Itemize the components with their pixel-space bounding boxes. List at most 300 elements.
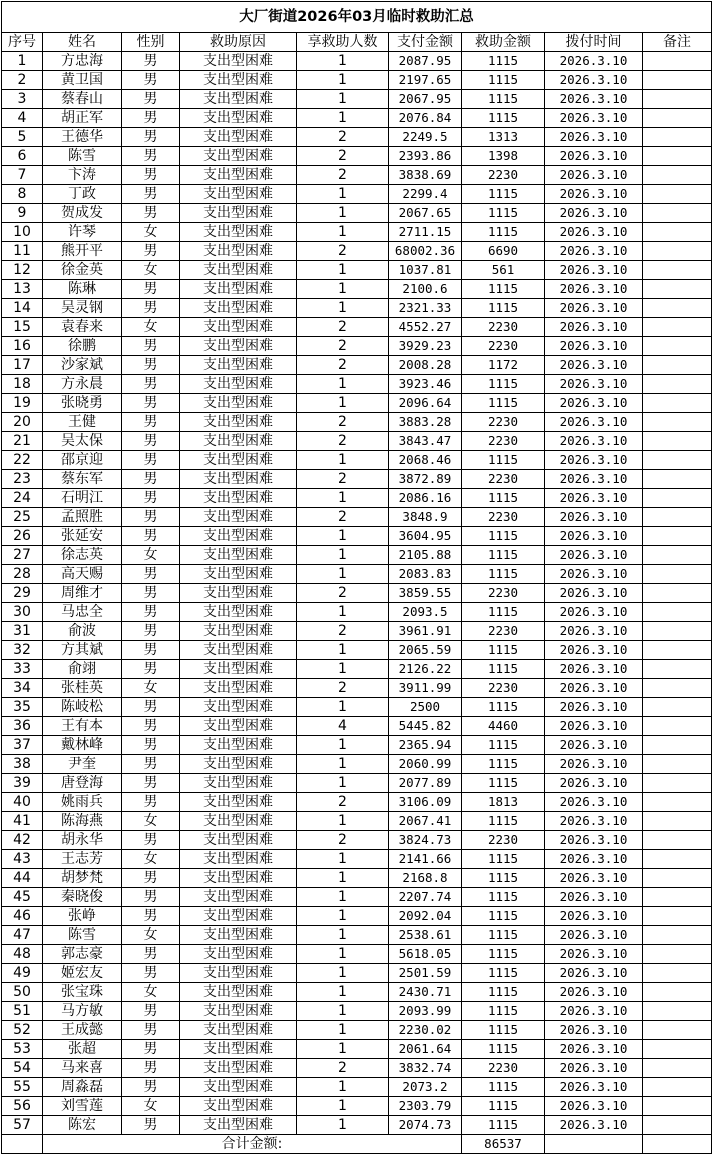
cell-date: 2026.3.10 bbox=[545, 717, 643, 736]
cell-paid-amount: 2711.15 bbox=[389, 223, 462, 242]
cell-reason: 支出型困难 bbox=[180, 318, 297, 337]
cell-persons: 1 bbox=[297, 546, 389, 565]
table-row bbox=[2, 641, 712, 660]
cell-reason: 支出型困难 bbox=[180, 280, 297, 299]
cell-paid-amount: 3872.89 bbox=[389, 470, 462, 489]
cell-relief-amount: 1115 bbox=[462, 451, 545, 470]
cell-remark bbox=[643, 204, 712, 223]
cell-index: 20 bbox=[2, 413, 43, 432]
cell-persons: 1 bbox=[297, 660, 389, 679]
cell-relief-amount: 561 bbox=[462, 261, 545, 280]
cell-persons: 1 bbox=[297, 280, 389, 299]
cell-gender: 男 bbox=[122, 299, 180, 318]
cell-date: 2026.3.10 bbox=[545, 1078, 643, 1097]
cell-paid-amount: 3929.23 bbox=[389, 337, 462, 356]
cell-remark bbox=[643, 755, 712, 774]
cell-index: 9 bbox=[2, 204, 43, 223]
cell-persons: 2 bbox=[297, 679, 389, 698]
cell-paid-amount: 3843.47 bbox=[389, 432, 462, 451]
cell-paid-amount: 5445.82 bbox=[389, 717, 462, 736]
table-row bbox=[2, 983, 712, 1002]
header-name: 姓名 bbox=[43, 33, 122, 52]
cell-reason: 支出型困难 bbox=[180, 356, 297, 375]
cell-name: 郭志豪 bbox=[43, 945, 122, 964]
cell-relief-amount: 1115 bbox=[462, 660, 545, 679]
cell-index: 30 bbox=[2, 603, 43, 622]
cell-relief-amount: 1115 bbox=[462, 774, 545, 793]
cell-persons: 1 bbox=[297, 52, 389, 71]
cell-index: 25 bbox=[2, 508, 43, 527]
cell-remark bbox=[643, 1078, 712, 1097]
cell-name: 石明江 bbox=[43, 489, 122, 508]
cell-persons: 2 bbox=[297, 318, 389, 337]
cell-date: 2026.3.10 bbox=[545, 280, 643, 299]
cell-name: 王有本 bbox=[43, 717, 122, 736]
cell-name: 张桂英 bbox=[43, 679, 122, 698]
cell-reason: 支出型困难 bbox=[180, 413, 297, 432]
cell-paid-amount: 1037.81 bbox=[389, 261, 462, 280]
table-row bbox=[2, 698, 712, 717]
cell-reason: 支出型困难 bbox=[180, 223, 297, 242]
table-row bbox=[2, 223, 712, 242]
cell-relief-amount: 1115 bbox=[462, 109, 545, 128]
cell-name: 袁春来 bbox=[43, 318, 122, 337]
cell-relief-amount: 2230 bbox=[462, 432, 545, 451]
cell-date: 2026.3.10 bbox=[545, 869, 643, 888]
cell-index: 3 bbox=[2, 90, 43, 109]
cell-relief-amount: 4460 bbox=[462, 717, 545, 736]
cell-gender: 男 bbox=[122, 52, 180, 71]
total-spacer-remark bbox=[643, 1135, 712, 1154]
cell-paid-amount: 3824.73 bbox=[389, 831, 462, 850]
cell-remark bbox=[643, 1116, 712, 1135]
cell-relief-amount: 2230 bbox=[462, 337, 545, 356]
cell-remark bbox=[643, 774, 712, 793]
cell-index: 11 bbox=[2, 242, 43, 261]
cell-paid-amount: 2249.5 bbox=[389, 128, 462, 147]
cell-relief-amount: 1115 bbox=[462, 185, 545, 204]
cell-gender: 男 bbox=[122, 641, 180, 660]
cell-name: 张延安 bbox=[43, 527, 122, 546]
cell-name: 徐金英 bbox=[43, 261, 122, 280]
cell-date: 2026.3.10 bbox=[545, 299, 643, 318]
cell-paid-amount: 2061.64 bbox=[389, 1040, 462, 1059]
cell-index: 26 bbox=[2, 527, 43, 546]
cell-reason: 支出型困难 bbox=[180, 1116, 297, 1135]
cell-relief-amount: 1115 bbox=[462, 280, 545, 299]
cell-name: 俞波 bbox=[43, 622, 122, 641]
cell-remark bbox=[643, 565, 712, 584]
cell-paid-amount: 2538.61 bbox=[389, 926, 462, 945]
cell-reason: 支出型困难 bbox=[180, 546, 297, 565]
table-row bbox=[2, 1078, 712, 1097]
cell-persons: 1 bbox=[297, 698, 389, 717]
cell-paid-amount: 5618.05 bbox=[389, 945, 462, 964]
cell-date: 2026.3.10 bbox=[545, 850, 643, 869]
cell-persons: 1 bbox=[297, 926, 389, 945]
cell-relief-amount: 2230 bbox=[462, 166, 545, 185]
cell-paid-amount: 2067.65 bbox=[389, 204, 462, 223]
cell-gender: 男 bbox=[122, 565, 180, 584]
table-row bbox=[2, 812, 712, 831]
cell-date: 2026.3.10 bbox=[545, 223, 643, 242]
cell-remark bbox=[643, 470, 712, 489]
cell-name: 胡永华 bbox=[43, 831, 122, 850]
cell-index: 15 bbox=[2, 318, 43, 337]
table-row bbox=[2, 242, 712, 261]
cell-relief-amount: 1115 bbox=[462, 926, 545, 945]
cell-persons: 2 bbox=[297, 147, 389, 166]
cell-index: 21 bbox=[2, 432, 43, 451]
cell-name: 胡梦梵 bbox=[43, 869, 122, 888]
cell-gender: 女 bbox=[122, 1097, 180, 1116]
header-row bbox=[2, 33, 712, 52]
cell-index: 54 bbox=[2, 1059, 43, 1078]
cell-reason: 支出型困难 bbox=[180, 793, 297, 812]
cell-paid-amount: 2430.71 bbox=[389, 983, 462, 1002]
cell-relief-amount: 2230 bbox=[462, 508, 545, 527]
cell-remark bbox=[643, 90, 712, 109]
cell-relief-amount: 2230 bbox=[462, 470, 545, 489]
cell-reason: 支出型困难 bbox=[180, 1097, 297, 1116]
table-row bbox=[2, 964, 712, 983]
table-row bbox=[2, 888, 712, 907]
cell-date: 2026.3.10 bbox=[545, 679, 643, 698]
cell-paid-amount: 3911.99 bbox=[389, 679, 462, 698]
cell-name: 周维才 bbox=[43, 584, 122, 603]
cell-persons: 2 bbox=[297, 242, 389, 261]
cell-gender: 男 bbox=[122, 147, 180, 166]
cell-remark bbox=[643, 907, 712, 926]
cell-reason: 支出型困难 bbox=[180, 584, 297, 603]
table-row bbox=[2, 128, 712, 147]
cell-remark bbox=[643, 831, 712, 850]
cell-date: 2026.3.10 bbox=[545, 52, 643, 71]
cell-name: 王志芳 bbox=[43, 850, 122, 869]
cell-relief-amount: 1115 bbox=[462, 812, 545, 831]
cell-persons: 2 bbox=[297, 166, 389, 185]
cell-date: 2026.3.10 bbox=[545, 356, 643, 375]
cell-relief-amount: 1115 bbox=[462, 546, 545, 565]
cell-remark bbox=[643, 850, 712, 869]
cell-reason: 支出型困难 bbox=[180, 850, 297, 869]
cell-paid-amount: 3106.09 bbox=[389, 793, 462, 812]
cell-remark bbox=[643, 147, 712, 166]
cell-gender: 女 bbox=[122, 546, 180, 565]
cell-date: 2026.3.10 bbox=[545, 90, 643, 109]
cell-index: 34 bbox=[2, 679, 43, 698]
cell-index: 12 bbox=[2, 261, 43, 280]
cell-name: 俞翊 bbox=[43, 660, 122, 679]
cell-reason: 支出型困难 bbox=[180, 1078, 297, 1097]
table-row bbox=[2, 1097, 712, 1116]
cell-remark bbox=[643, 888, 712, 907]
cell-reason: 支出型困难 bbox=[180, 337, 297, 356]
cell-name: 方永晨 bbox=[43, 375, 122, 394]
cell-date: 2026.3.10 bbox=[545, 660, 643, 679]
cell-date: 2026.3.10 bbox=[545, 489, 643, 508]
cell-persons: 2 bbox=[297, 337, 389, 356]
cell-date: 2026.3.10 bbox=[545, 128, 643, 147]
table-row bbox=[2, 204, 712, 223]
cell-gender: 男 bbox=[122, 204, 180, 223]
cell-remark bbox=[643, 679, 712, 698]
table-row bbox=[2, 565, 712, 584]
cell-persons: 1 bbox=[297, 185, 389, 204]
cell-index: 56 bbox=[2, 1097, 43, 1116]
cell-persons: 2 bbox=[297, 1059, 389, 1078]
cell-date: 2026.3.10 bbox=[545, 926, 643, 945]
cell-persons: 1 bbox=[297, 641, 389, 660]
cell-name: 马来喜 bbox=[43, 1059, 122, 1078]
cell-persons: 1 bbox=[297, 1021, 389, 1040]
cell-persons: 1 bbox=[297, 375, 389, 394]
cell-persons: 1 bbox=[297, 394, 389, 413]
cell-date: 2026.3.10 bbox=[545, 375, 643, 394]
cell-relief-amount: 1313 bbox=[462, 128, 545, 147]
cell-gender: 女 bbox=[122, 679, 180, 698]
cell-name: 熊开平 bbox=[43, 242, 122, 261]
cell-gender: 男 bbox=[122, 717, 180, 736]
cell-reason: 支出型困难 bbox=[180, 736, 297, 755]
cell-paid-amount: 2008.28 bbox=[389, 356, 462, 375]
cell-index: 14 bbox=[2, 299, 43, 318]
header-relief-amount: 救助金额 bbox=[462, 33, 545, 52]
cell-index: 24 bbox=[2, 489, 43, 508]
cell-persons: 2 bbox=[297, 831, 389, 850]
cell-gender: 男 bbox=[122, 1002, 180, 1021]
cell-remark bbox=[643, 185, 712, 204]
cell-relief-amount: 1115 bbox=[462, 90, 545, 109]
table-row bbox=[2, 90, 712, 109]
cell-date: 2026.3.10 bbox=[545, 641, 643, 660]
cell-name: 吴太保 bbox=[43, 432, 122, 451]
cell-persons: 1 bbox=[297, 850, 389, 869]
cell-name: 陈宏 bbox=[43, 1116, 122, 1135]
table-row bbox=[2, 679, 712, 698]
cell-name: 张晓勇 bbox=[43, 394, 122, 413]
cell-date: 2026.3.10 bbox=[545, 1116, 643, 1135]
cell-reason: 支出型困难 bbox=[180, 1021, 297, 1040]
cell-gender: 男 bbox=[122, 337, 180, 356]
cell-paid-amount: 2065.59 bbox=[389, 641, 462, 660]
cell-date: 2026.3.10 bbox=[545, 546, 643, 565]
header-paid-amount: 支付金额 bbox=[389, 33, 462, 52]
cell-paid-amount: 2093.99 bbox=[389, 1002, 462, 1021]
cell-relief-amount: 1115 bbox=[462, 641, 545, 660]
cell-date: 2026.3.10 bbox=[545, 622, 643, 641]
cell-gender: 男 bbox=[122, 869, 180, 888]
cell-index: 28 bbox=[2, 565, 43, 584]
cell-date: 2026.3.10 bbox=[545, 1040, 643, 1059]
cell-relief-amount: 1115 bbox=[462, 1097, 545, 1116]
cell-date: 2026.3.10 bbox=[545, 565, 643, 584]
cell-gender: 男 bbox=[122, 166, 180, 185]
cell-name: 丁政 bbox=[43, 185, 122, 204]
table-row bbox=[2, 546, 712, 565]
cell-name: 贺成发 bbox=[43, 204, 122, 223]
cell-paid-amount: 2060.99 bbox=[389, 755, 462, 774]
cell-gender: 男 bbox=[122, 1059, 180, 1078]
cell-remark bbox=[643, 394, 712, 413]
cell-persons: 1 bbox=[297, 983, 389, 1002]
cell-relief-amount: 1115 bbox=[462, 964, 545, 983]
cell-remark bbox=[643, 584, 712, 603]
table-row bbox=[2, 280, 712, 299]
cell-paid-amount: 2230.02 bbox=[389, 1021, 462, 1040]
cell-remark bbox=[643, 983, 712, 1002]
table-row bbox=[2, 261, 712, 280]
cell-persons: 1 bbox=[297, 204, 389, 223]
cell-paid-amount: 2100.6 bbox=[389, 280, 462, 299]
cell-relief-amount: 1115 bbox=[462, 1021, 545, 1040]
table-row bbox=[2, 52, 712, 71]
cell-relief-amount: 1115 bbox=[462, 850, 545, 869]
cell-paid-amount: 2093.5 bbox=[389, 603, 462, 622]
cell-relief-amount: 1115 bbox=[462, 698, 545, 717]
cell-persons: 1 bbox=[297, 71, 389, 90]
table-body bbox=[2, 52, 712, 1135]
cell-remark bbox=[643, 242, 712, 261]
cell-paid-amount: 2074.73 bbox=[389, 1116, 462, 1135]
table-row bbox=[2, 736, 712, 755]
table-row bbox=[2, 147, 712, 166]
cell-date: 2026.3.10 bbox=[545, 831, 643, 850]
table-row bbox=[2, 1040, 712, 1059]
cell-date: 2026.3.10 bbox=[545, 1059, 643, 1078]
cell-date: 2026.3.10 bbox=[545, 983, 643, 1002]
table-row bbox=[2, 831, 712, 850]
cell-relief-amount: 2230 bbox=[462, 413, 545, 432]
cell-paid-amount: 2197.65 bbox=[389, 71, 462, 90]
cell-index: 46 bbox=[2, 907, 43, 926]
cell-remark bbox=[643, 869, 712, 888]
cell-date: 2026.3.10 bbox=[545, 755, 643, 774]
cell-index: 18 bbox=[2, 375, 43, 394]
cell-relief-amount: 1115 bbox=[462, 489, 545, 508]
cell-name: 沙家斌 bbox=[43, 356, 122, 375]
cell-reason: 支出型困难 bbox=[180, 1040, 297, 1059]
table-row bbox=[2, 299, 712, 318]
cell-relief-amount: 1115 bbox=[462, 888, 545, 907]
cell-reason: 支出型困难 bbox=[180, 774, 297, 793]
cell-gender: 男 bbox=[122, 413, 180, 432]
cell-gender: 男 bbox=[122, 451, 180, 470]
cell-index: 17 bbox=[2, 356, 43, 375]
cell-persons: 2 bbox=[297, 356, 389, 375]
cell-persons: 2 bbox=[297, 793, 389, 812]
cell-remark bbox=[643, 945, 712, 964]
cell-reason: 支出型困难 bbox=[180, 888, 297, 907]
cell-relief-amount: 1115 bbox=[462, 299, 545, 318]
cell-remark bbox=[643, 375, 712, 394]
table-row bbox=[2, 413, 712, 432]
cell-gender: 男 bbox=[122, 489, 180, 508]
cell-remark bbox=[643, 793, 712, 812]
cell-date: 2026.3.10 bbox=[545, 584, 643, 603]
cell-remark bbox=[643, 698, 712, 717]
cell-name: 周淼磊 bbox=[43, 1078, 122, 1097]
table-row bbox=[2, 185, 712, 204]
cell-reason: 支出型困难 bbox=[180, 622, 297, 641]
total-value: 86537 bbox=[462, 1135, 545, 1154]
cell-date: 2026.3.10 bbox=[545, 907, 643, 926]
cell-reason: 支出型困难 bbox=[180, 964, 297, 983]
cell-persons: 2 bbox=[297, 584, 389, 603]
cell-remark bbox=[643, 451, 712, 470]
cell-name: 陈雪 bbox=[43, 926, 122, 945]
cell-date: 2026.3.10 bbox=[545, 1021, 643, 1040]
cell-gender: 男 bbox=[122, 1078, 180, 1097]
cell-reason: 支出型困难 bbox=[180, 147, 297, 166]
cell-paid-amount: 2141.66 bbox=[389, 850, 462, 869]
cell-name: 刘雪莲 bbox=[43, 1097, 122, 1116]
cell-persons: 1 bbox=[297, 1040, 389, 1059]
cell-remark bbox=[643, 261, 712, 280]
cell-name: 蔡东军 bbox=[43, 470, 122, 489]
cell-index: 4 bbox=[2, 109, 43, 128]
cell-gender: 男 bbox=[122, 774, 180, 793]
cell-remark bbox=[643, 641, 712, 660]
cell-date: 2026.3.10 bbox=[545, 318, 643, 337]
table-row bbox=[2, 603, 712, 622]
cell-index: 35 bbox=[2, 698, 43, 717]
cell-remark bbox=[643, 508, 712, 527]
cell-persons: 1 bbox=[297, 888, 389, 907]
cell-gender: 男 bbox=[122, 242, 180, 261]
cell-date: 2026.3.10 bbox=[545, 109, 643, 128]
cell-name: 高天赐 bbox=[43, 565, 122, 584]
cell-index: 19 bbox=[2, 394, 43, 413]
cell-reason: 支出型困难 bbox=[180, 71, 297, 90]
cell-date: 2026.3.10 bbox=[545, 603, 643, 622]
cell-paid-amount: 2083.83 bbox=[389, 565, 462, 584]
cell-name: 孟照胜 bbox=[43, 508, 122, 527]
cell-gender: 男 bbox=[122, 527, 180, 546]
cell-relief-amount: 1115 bbox=[462, 983, 545, 1002]
cell-index: 48 bbox=[2, 945, 43, 964]
cell-index: 1 bbox=[2, 52, 43, 71]
cell-name: 张峥 bbox=[43, 907, 122, 926]
cell-paid-amount: 2073.2 bbox=[389, 1078, 462, 1097]
cell-reason: 支出型困难 bbox=[180, 698, 297, 717]
cell-persons: 2 bbox=[297, 622, 389, 641]
cell-remark bbox=[643, 52, 712, 71]
table-row bbox=[2, 774, 712, 793]
cell-persons: 1 bbox=[297, 90, 389, 109]
cell-persons: 1 bbox=[297, 964, 389, 983]
cell-relief-amount: 1115 bbox=[462, 375, 545, 394]
cell-gender: 女 bbox=[122, 850, 180, 869]
spreadsheet bbox=[1, 1, 711, 1154]
cell-gender: 男 bbox=[122, 71, 180, 90]
cell-index: 44 bbox=[2, 869, 43, 888]
cell-date: 2026.3.10 bbox=[545, 470, 643, 489]
table-row bbox=[2, 945, 712, 964]
cell-persons: 2 bbox=[297, 128, 389, 147]
table-row bbox=[2, 717, 712, 736]
cell-gender: 男 bbox=[122, 90, 180, 109]
cell-gender: 男 bbox=[122, 907, 180, 926]
table-row bbox=[2, 926, 712, 945]
cell-gender: 男 bbox=[122, 622, 180, 641]
cell-remark bbox=[643, 109, 712, 128]
cell-remark bbox=[643, 1002, 712, 1021]
cell-name: 徐鹏 bbox=[43, 337, 122, 356]
cell-relief-amount: 1115 bbox=[462, 869, 545, 888]
cell-reason: 支出型困难 bbox=[180, 470, 297, 489]
cell-remark bbox=[643, 1021, 712, 1040]
